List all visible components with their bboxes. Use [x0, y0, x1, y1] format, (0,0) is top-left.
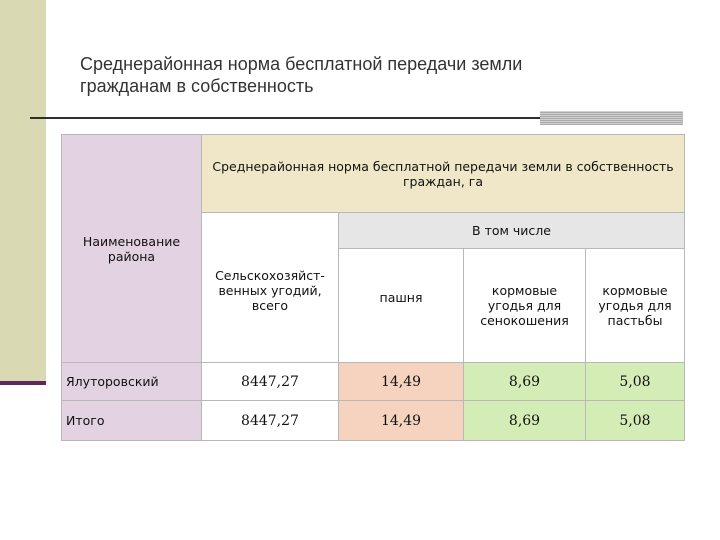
slide-title: [80, 53, 680, 97]
left-bar-accent-line: [0, 381, 46, 385]
row-district-name: Ялуторовский: [62, 363, 202, 401]
slide-title-line-2: гражданам в собственность: [80, 76, 314, 96]
header-col-pasture: кормовые угодья для пастьбы: [586, 249, 685, 363]
row-total-name: Итого: [62, 401, 202, 441]
cell-pasture: 5,08: [586, 401, 685, 441]
header-main-norm: Среднерайонная норма бесплатной передачи земли в собственность граждан, га: [202, 135, 685, 213]
cell-agricultural-total: 8447,27: [202, 401, 339, 441]
table-row: [62, 401, 685, 441]
cell-arable: 14,49: [339, 401, 464, 441]
header-district-name: Наименование района: [62, 135, 202, 363]
land-norms-table: [61, 134, 685, 441]
header-col-arable: пашня: [339, 249, 464, 363]
table-row: [62, 363, 685, 401]
cell-hayfield: 8,69: [464, 363, 586, 401]
title-divider: [30, 117, 540, 119]
cell-arable: 14,49: [339, 363, 464, 401]
header-col-hayfield: кормовые угодья для сенокошения: [464, 249, 586, 363]
header-including: В том числе: [339, 213, 685, 249]
slide-title-line-1: Среднерайонная норма бесплатной передачи земли: [80, 54, 523, 74]
header-row-main: [62, 135, 685, 213]
title-divider-pattern: [540, 111, 683, 125]
cell-hayfield: 8,69: [464, 401, 586, 441]
cell-pasture: 5,08: [586, 363, 685, 401]
left-decorative-bar: [0, 0, 46, 385]
cell-agricultural-total: 8447,27: [202, 363, 339, 401]
header-col-agricultural: Сельскохозяйст-венных угодий, всего: [202, 213, 339, 363]
